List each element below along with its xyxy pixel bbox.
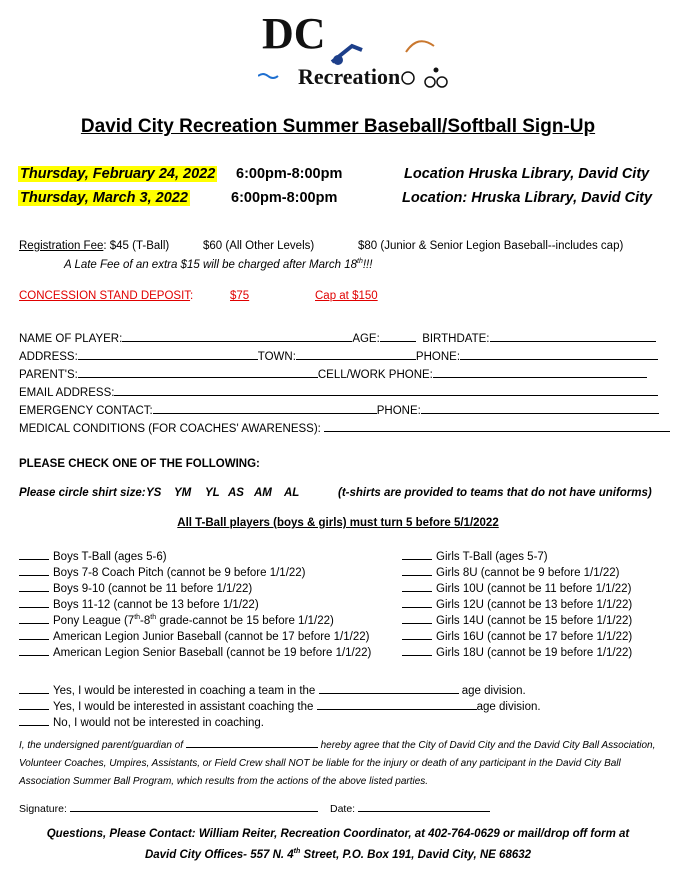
session-1-date: Thursday, February 24, 2022 [20, 166, 216, 182]
girls-16u-option[interactable]: Girls 16U (cannot be 17 before 1/1/22) [402, 628, 632, 643]
liability-waiver: I, the undersigned parent/guardian of hereby agree that the City of David City and the David City Ball Association, Volunteer Coaches, Umpires, Assistants, or Field Crew shall NOT be liable for the injury or death of any participant in the David City Ball Association Summer Ball Program, which results from the actions of the above listed parties. [19, 740, 656, 787]
town-field[interactable] [296, 348, 416, 360]
player-name-row: NAME OF PLAYER: AGE: BIRTHDATE: [19, 330, 656, 345]
coach-yes-option[interactable]: Yes, I would be interested in coaching a team in the age division. [19, 682, 526, 697]
recreation-logo [258, 6, 448, 90]
session-2-date: Thursday, March 3, 2022 [20, 190, 188, 206]
signature-field[interactable] [70, 800, 318, 812]
shirt-size-am[interactable]: AM [254, 487, 272, 499]
shirt-size-al[interactable]: AL [284, 487, 300, 499]
assist-coach-option[interactable]: Yes, I would be interested in assistant coaching the age division. [19, 698, 541, 713]
shirt-size-ys[interactable]: YS [146, 487, 162, 499]
contact-line-1: Questions, Please Contact: William Reiter, Recreation Coordinator, at 402-764-0629 or mail/drop off form at [46, 828, 630, 840]
contact-line-2: David City Offices- 557 N. 4th Street, P.O. Box 191, David City, NE 68632 [144, 848, 532, 861]
shirt-note: (t-shirts are provided to teams that do not have uniforms) [338, 487, 652, 499]
boys-11-12-option[interactable]: Boys 11-12 (cannot be 13 before 1/1/22) [19, 596, 259, 611]
birthdate-field[interactable] [490, 330, 656, 342]
emergency-contact-field[interactable] [153, 402, 377, 414]
pony-league-option[interactable]: Pony League (7th-8th grade-cannot be 15 before 1/1/22) [19, 612, 334, 627]
legion-junior-option[interactable]: American Legion Junior Baseball (cannot be 17 before 1/1/22) [19, 628, 369, 643]
coach-age-division-field[interactable] [319, 682, 459, 694]
girls-14u-option[interactable]: Girls 14U (cannot be 15 before 1/1/22) [402, 612, 632, 627]
boys-9-10-option[interactable]: Boys 9-10 (cannot be 11 before 1/1/22) [19, 580, 252, 595]
girls-8u-option[interactable]: Girls 8U (cannot be 9 before 1/1/22) [402, 564, 619, 579]
date-field[interactable] [358, 800, 490, 812]
parents-row: PARENT'S: CELL/WORK PHONE: [19, 366, 647, 381]
cell-phone-field[interactable] [433, 366, 647, 378]
boys-7-8-option[interactable]: Boys 7-8 Coach Pitch (cannot be 9 before 1/1/22) [19, 564, 306, 579]
late-fee-note: A Late Fee of an extra $15 will be charged after March 18th!!! [64, 258, 373, 271]
signature-row: Signature: [19, 800, 318, 815]
shirt-size-ym[interactable]: YM [174, 487, 192, 499]
girls-18u-option[interactable]: Girls 18U (cannot be 19 before 1/1/22) [402, 644, 632, 659]
age-field[interactable] [380, 330, 416, 342]
child-name-field[interactable] [186, 738, 318, 748]
medical-row: MEDICAL CONDITIONS (FOR COACHES' AWARENESS): [19, 420, 670, 435]
session-1-location: Location Hruska Library, David City [404, 166, 650, 182]
medical-conditions-field[interactable] [324, 420, 670, 432]
logo-word: Recreation [298, 64, 401, 89]
fee-other-levels: $60 (All Other Levels) [203, 240, 315, 252]
email-row: EMAIL ADDRESS: [19, 384, 658, 399]
email-field[interactable] [114, 384, 658, 396]
tball-rule: All T-Ball players (boys & girls) must turn 5 before 5/1/2022 [177, 517, 499, 529]
address-row: ADDRESS: TOWN: PHONE: [19, 348, 658, 363]
shirt-size-as[interactable]: AS [228, 487, 244, 499]
session-2-location: Location: Hruska Library, David City [402, 190, 653, 206]
shirt-size-label: Please circle shirt size: [19, 487, 146, 499]
girls-10u-option[interactable]: Girls 10U (cannot be 11 before 1/1/22) [402, 580, 631, 595]
girls-tball-option[interactable]: Girls T-Ball (ages 5-7) [402, 548, 548, 563]
session-2-time: 6:00pm-8:00pm [231, 190, 338, 206]
legion-senior-option[interactable]: American Legion Senior Baseball (cannot be 19 before 1/1/22) [19, 644, 371, 659]
logo-initials: DC [262, 9, 326, 58]
form-title: David City Recreation Summer Baseball/Softball Sign-Up [80, 116, 596, 137]
emergency-row: EMERGENCY CONTACT: PHONE: [19, 402, 659, 417]
boys-tball-option[interactable]: Boys T-Ball (ages 5-6) [19, 548, 167, 563]
fee-legion: $80 (Junior & Senior Legion Baseball--includes cap) [358, 240, 624, 252]
coach-no-option[interactable]: No, I would not be interested in coaching. [19, 714, 264, 729]
assist-age-division-field[interactable] [317, 698, 477, 710]
parents-field[interactable] [78, 366, 318, 378]
phone-field[interactable] [460, 348, 658, 360]
emergency-phone-field[interactable] [421, 402, 659, 414]
session-1-time: 6:00pm-8:00pm [236, 166, 343, 182]
shirt-size-yl[interactable]: YL [205, 487, 220, 499]
deposit-cap: Cap at $150 [315, 290, 378, 302]
date-row: Date: [330, 800, 490, 815]
deposit-amount: $75 [230, 290, 250, 302]
player-name-field[interactable] [122, 330, 352, 342]
concession-deposit-label: CONCESSION STAND DEPOSIT: [19, 290, 194, 302]
check-heading: PLEASE CHECK ONE OF THE FOLLOWING: [19, 458, 260, 470]
girls-12u-option[interactable]: Girls 12U (cannot be 13 before 1/1/22) [402, 596, 632, 611]
registration-fee: Registration Fee: $45 (T-Ball) [19, 240, 170, 252]
address-field[interactable] [78, 348, 258, 360]
